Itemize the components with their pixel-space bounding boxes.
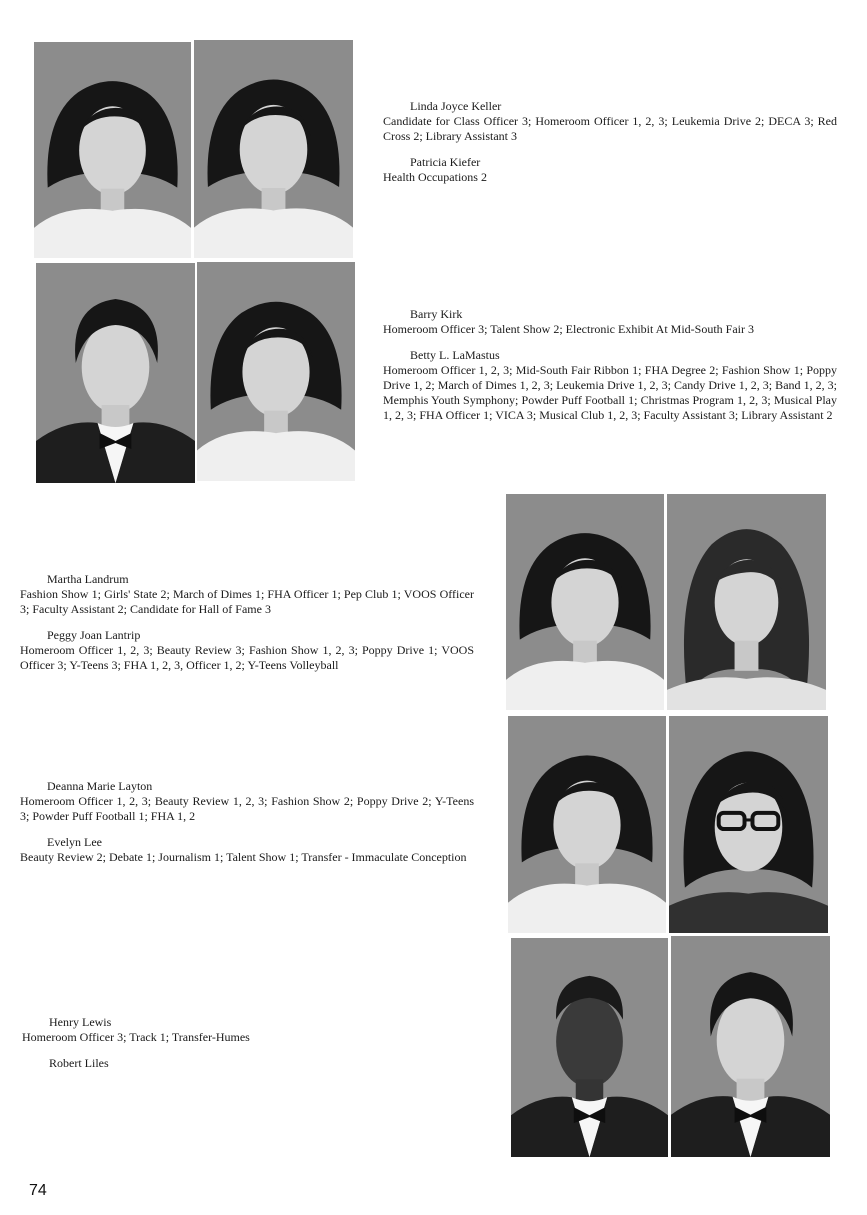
entry-barry-kirk bbox=[383, 307, 837, 337]
caption-group-1 bbox=[383, 99, 837, 196]
student-activities: Homeroom Officer 3; Talent Show 2; Electronic Exhibit At Mid-South Fair 3 bbox=[383, 322, 754, 336]
entry-evelyn-lee bbox=[20, 835, 474, 865]
student-activities: Homeroom Officer 1, 2, 3; Beauty Review 3; Fashion Show 1, 2, 3; Poppy Drive 1; VOOS Officer 3; Y-Teens 3; FHA 1, 2, 3, Officer 1, 2; Y-Teens Volleyball bbox=[20, 643, 474, 672]
entry-deanna-marie-layton bbox=[20, 779, 474, 824]
page-number: 74 bbox=[29, 1182, 47, 1199]
portrait-photo-evelyn-lee bbox=[669, 716, 828, 933]
student-name: Betty L. LaMastus bbox=[410, 348, 500, 362]
portrait-photo-deanna-marie-layton bbox=[508, 716, 666, 933]
student-name: Linda Joyce Keller bbox=[410, 99, 502, 113]
caption-group-3 bbox=[20, 572, 474, 684]
student-name: Deanna Marie Layton bbox=[47, 779, 153, 793]
entry-henry-lewis bbox=[22, 1015, 476, 1045]
portrait-photo-robert-liles bbox=[671, 936, 830, 1157]
entry-martha-landrum bbox=[20, 572, 474, 617]
entry-robert-liles bbox=[22, 1056, 476, 1071]
portrait-image bbox=[194, 40, 353, 258]
portrait-photo-peggy-joan-lantrip bbox=[667, 494, 826, 710]
student-activities: Homeroom Officer 1, 2, 3; Beauty Review 1, 2, 3; Fashion Show 2; Poppy Drive 2; Y-Teens 3; Powder Puff Football 1; FHA 1, 2 bbox=[20, 794, 474, 823]
portrait-image bbox=[511, 938, 668, 1157]
caption-group-4 bbox=[20, 779, 474, 876]
student-name: Patricia Kiefer bbox=[410, 155, 481, 169]
entry-linda-joyce-keller bbox=[383, 99, 837, 144]
portrait-photo-linda-joyce-keller bbox=[34, 42, 191, 258]
student-activities: Homeroom Officer 1, 2, 3; Mid-South Fair Ribbon 1; FHA Degree 2; Fashion Show 1; Poppy Drive 1, 2; March of Dimes 1, 2, 3; Leukemia Drive 1, 2, 3; Candy Drive 1, 2, 3; Band 1, 2, 3; Memphis Youth Symphony; Powder Puff Football 1; Christmas Program 1, 2, 3; Musical Play 1, 2, 3; FHA Officer 1; VICA 3; Musical Club 1, 2, 3; Faculty Assistant 3; Library Assistant 2 bbox=[383, 363, 837, 422]
portrait-image bbox=[667, 494, 826, 710]
student-name: Robert Liles bbox=[49, 1056, 109, 1070]
portrait-image bbox=[34, 42, 191, 258]
student-name: Peggy Joan Lantrip bbox=[47, 628, 141, 642]
student-name: Martha Landrum bbox=[47, 572, 129, 586]
portrait-image bbox=[36, 263, 195, 483]
portrait-photo-patricia-kiefer bbox=[194, 40, 353, 258]
portrait-photo-betty-l-lamastus bbox=[197, 262, 355, 481]
entry-betty-l-lamastus bbox=[383, 348, 837, 423]
portrait-image bbox=[197, 262, 355, 481]
portrait-image bbox=[506, 494, 664, 710]
caption-group-2 bbox=[383, 307, 837, 434]
student-activities: Beauty Review 2; Debate 1; Journalism 1; Talent Show 1; Transfer - Immaculate Conception bbox=[20, 850, 467, 864]
student-name: Evelyn Lee bbox=[47, 835, 102, 849]
caption-group-5 bbox=[22, 1015, 476, 1082]
portrait-photo-henry-lewis bbox=[511, 938, 668, 1157]
student-activities: Fashion Show 1; Girls' State 2; March of Dimes 1; FHA Officer 1; Pep Club 1; VOOS Officer 3; Faculty Assistant 2; Candidate for Hall of Fame 3 bbox=[20, 587, 474, 616]
entry-peggy-joan-lantrip bbox=[20, 628, 474, 673]
portrait-image bbox=[508, 716, 666, 933]
portrait-photo-barry-kirk bbox=[36, 263, 195, 483]
student-activities: Health Occupations 2 bbox=[383, 170, 487, 184]
portrait-photo-martha-landrum bbox=[506, 494, 664, 710]
entry-patricia-kiefer bbox=[383, 155, 837, 185]
student-activities: Homeroom Officer 3; Track 1; Transfer-Humes bbox=[22, 1030, 250, 1044]
student-name: Barry Kirk bbox=[410, 307, 463, 321]
portrait-image bbox=[669, 716, 828, 933]
portrait-image bbox=[671, 936, 830, 1157]
student-activities: Candidate for Class Officer 3; Homeroom Officer 1, 2, 3; Leukemia Drive 2; DECA 3; Red Cross 2; Library Assistant 3 bbox=[383, 114, 837, 143]
student-name: Henry Lewis bbox=[49, 1015, 112, 1029]
